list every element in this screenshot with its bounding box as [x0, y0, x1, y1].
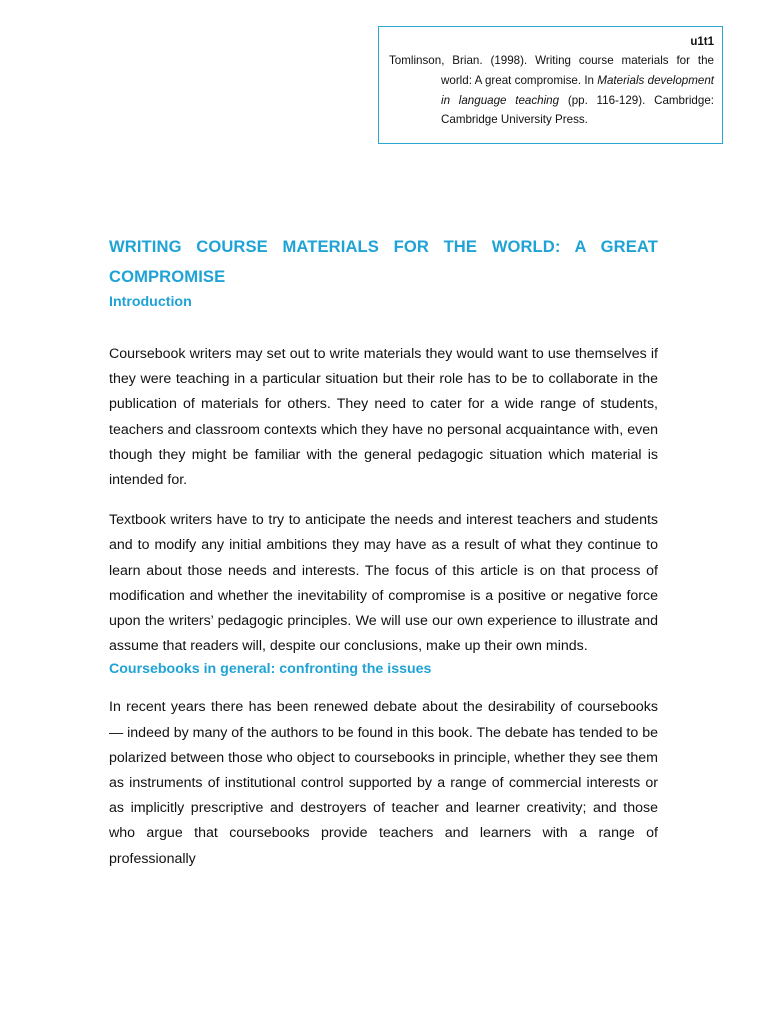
paragraph: Textbook writers have to try to anticipate the needs and interest teachers and students and to modify any initial ambitions they may have as a result of what they continue to learn about those needs and interests. The focus of this article is on that process of modification and whether the inevitability of compromise is a positive or negative force upon the writers’ pedagogic principles. We will use our own experience to illustrate and assume that readers will, despite our conclusions, make up their own minds.: [109, 512, 658, 655]
citation-book-title: Materials development in language teaching: [441, 73, 715, 107]
section-heading-introduction: Introduction: [109, 294, 192, 310]
reference-box: [378, 26, 723, 144]
citation-suffix: (pp. 116-129). Cambridge: Cambridge University Press.: [441, 93, 715, 127]
reference-citation: [389, 51, 714, 130]
section-heading-coursebooks: Coursebooks in general: confronting the issues: [109, 661, 432, 678]
citation-prefix: Tomlinson, Brian. (1998). Writing course materials for the world: A great compromise. In: [389, 54, 714, 87]
article-title: WRITING COURSE MATERIALS FOR THE WORLD: A GREAT COMPROMISE: [109, 237, 658, 286]
article-body: [109, 232, 658, 872]
paragraph: In recent years there has been renewed debate about the desirability of coursebooks — indeed by many of the authors to be found in this book. The debate has tended to be polarized between those who object to coursebooks in principle, whether they see them as instruments of institutional control supported by a range of commercial interests or as implicitly prescriptive and destroyers of teacher and learner creativity; and those who argue that coursebooks provide teachers and learners with a range of professionally: [109, 699, 658, 867]
paragraph: Coursebook writers may set out to write materials they would want to use themselves if they were teaching in a particular situation but their role has to be to collaborate in the publication of materials for others. They need to cater for a wide range of students, teachers and classroom contexts which they have no personal acquaintance with, even though they might be familiar with the general pedagogic situation which material is intended for.: [109, 346, 658, 489]
document-code: u1t1: [690, 36, 714, 48]
